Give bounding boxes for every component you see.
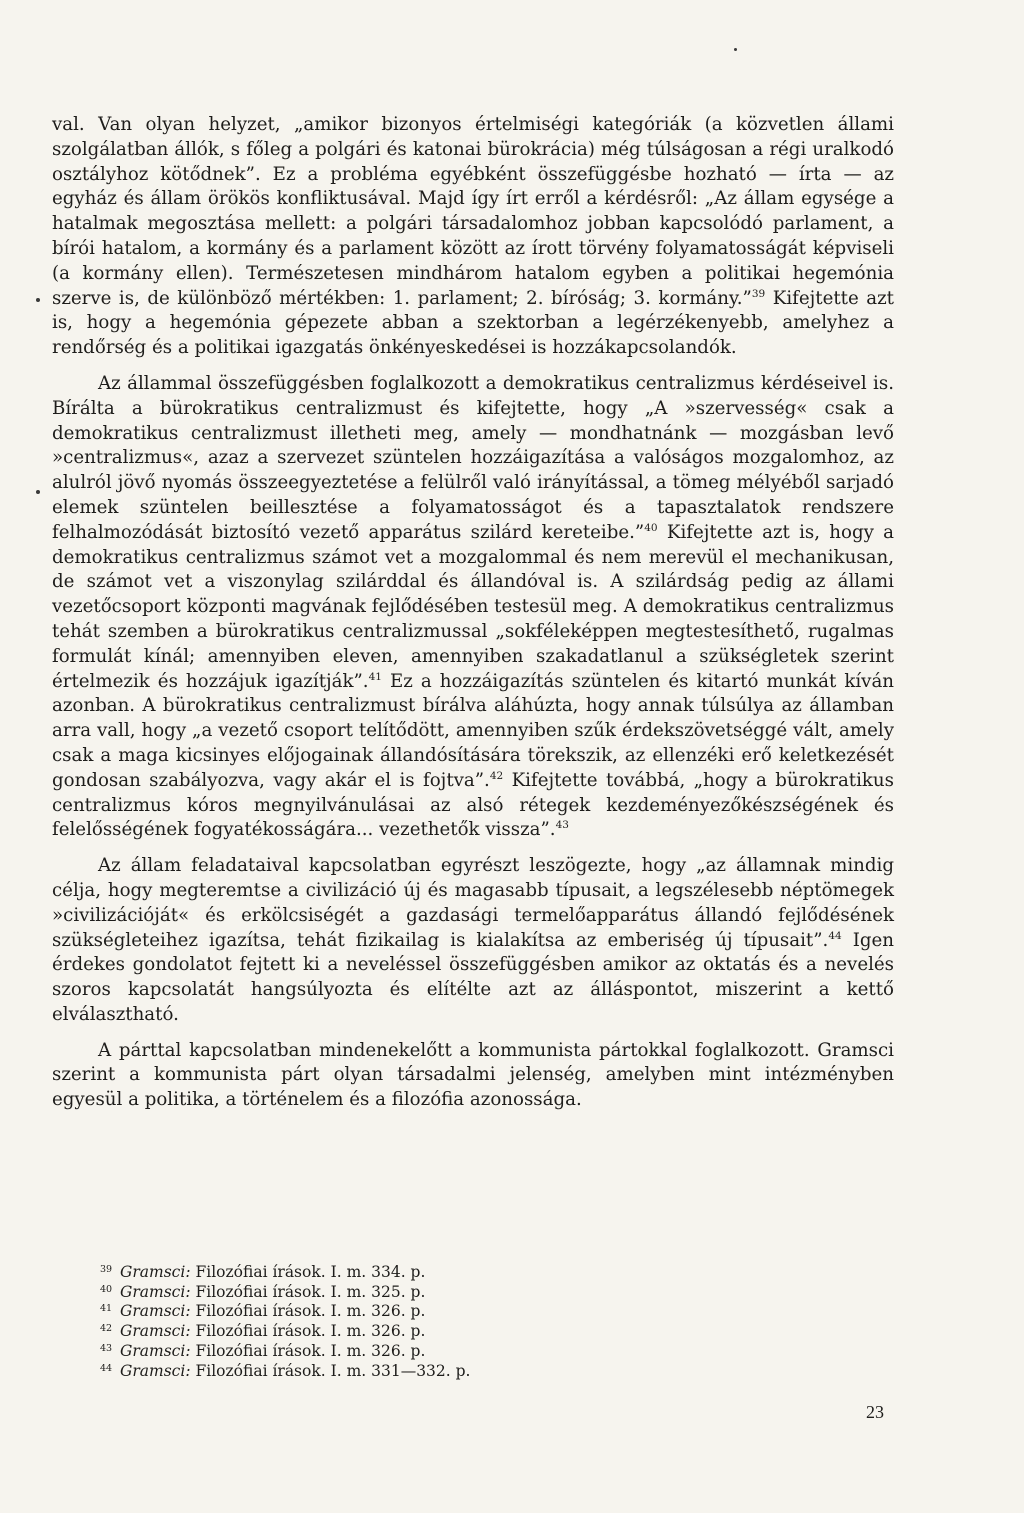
paragraph-text: Az állammal összefüggésben foglalkozott a demokratikus centralizmus kérdéseivel is. Bírálta a bürokratikus centralizmust és kifejtette, hogy „A »szervesség« csak a demokratikus centralizmust illetheti meg, amely — mondhatnánk — mozgásban levő »centralizmus«, azaz a szervezet szüntelen hozzáigazítása a valóságos mozgalomhoz, az alulról jövő nyomás összeegyeztetése a felülről való irányítással, a tömeg mélyéből sarjadó elemek szüntelen beillesztése a folyamatosságot és a tapasztalatok rendszere felhalmozódását biztosító vezető apparátus szilárd kereteibe.” — [52, 372, 894, 543]
paragraph-text: Igen érdekes gondolatot fejtett ki a neveléssel összefüggésben amikor az oktatás és a nevelés szoros kapcsolatát hangsúlyozta és elítélte azt az álláspontot, miszerint a kettő elválasztható. — [52, 929, 894, 1025]
footnote-reference: Filozófiai írások. I. m. 325. p. — [195, 1282, 426, 1301]
footnote-ref: 44 — [828, 929, 842, 942]
paragraph-text: Ez a hozzáigazítás szüntelen és kitartó munkát kíván azonban. A bürokratikus centralizmust bírálva aláhúzta, hogy annak túlsúlya az államban arra vall, hogy „a vezető csoport telítődött, amennyiben szűk érdekszövetséggé vált, amely csak a maga kicsinyes előjogainak állandósítására törekszik, az ellenzéki erő keletkezését gondosan szabályozva, vagy akár el is fojtva”. — [52, 670, 894, 791]
footnote-reference: Filozófiai írások. I. m. 326. p. — [195, 1322, 426, 1341]
paragraph-text: Kifejtette azt is, hogy a demokratikus centralizmus számot vet a mozgalommal és nem merevül el mechanikusan, de számot vet a viszonylag szilárddal és állandóval is. A szilárdság pedig az állami vezetőcsoport központi magvának fejlődésében testesül meg. A demokratikus centralizmus tehát szemben a bürokratikus centralizmussal „sokféleképpen megtestesíthető, rugalmas formulát kínál; amennyiben eleven, amennyiben szakadatlanul a szükségletek szerint értelmezik és hozzájuk igazítják”. — [52, 521, 894, 692]
footnote-author: Gramsci: — [120, 1361, 191, 1380]
footnote: 39 Gramsci: Filozófiai írások. I. m. 334. p. — [100, 1263, 426, 1281]
footnote: 41 Gramsci: Filozófiai írások. I. m. 326. p. — [100, 1302, 426, 1321]
paragraph-text: val. Van olyan helyzet, „amikor bizonyos értelmiségi kategóriák (a közvetlen állami szolgálatban állók, s főleg a polgári és katonai bürokrácia) még túlságosan a régi uralkodó osztályhoz kötődnek”. Ez a probléma egyébként összefüggésbe hozható — írta — az egyház és állam örökös konfliktusával. Majd így írt erről a kérdésről: „Az állam egysége a hatalmak megosztása mellett: a polgári társadalomhoz jobban kapcsolódó parlament, a bírói hatalom, a kormány és a parlament között az írott törvény folyamatosságát képviseli (a kormány ellen). Természetesen mindhárom hatalom egyben a politikai hegemónia szerve is, de különböző mértékben: 1. parlament; 2. bíróság; 3. kormány.” — [52, 114, 894, 309]
footnote: 42 Gramsci: Filozófiai írások. I. m. 326. p. — [100, 1322, 426, 1341]
footnote-ref: 42 — [489, 769, 504, 782]
paragraph-3 — [52, 854, 894, 1028]
scan-speck — [734, 48, 737, 51]
page-body — [52, 113, 894, 1113]
footnote-reference: Filozófiai írások. I. m. 326. p. — [195, 1341, 426, 1360]
paragraph-text: Az állam feladataival kapcsolatban egyrészt leszögezte, hogy „az államnak mindig célja, hogy megteremtse a civilizáció új és magasabb típusait, a legszélesebb néptömegek »civilizációját« és erkölcsiségét a gazdasági termelőapparátus állandó fejlődésének szükségleteihez igazítsa, tehát fizikailag is kialakítsa az emberiség új típusait”. — [52, 855, 894, 951]
footnote-ref: 40 — [644, 521, 658, 534]
footnote: 40 Gramsci: Filozófiai írások. I. m. 325. p. — [100, 1282, 426, 1301]
page-number: 23 — [866, 1402, 884, 1422]
footnote-author: Gramsci: — [120, 1282, 191, 1301]
footnote-reference: Filozófiai írások. I. m. 331—332. p. — [195, 1361, 471, 1380]
footnote: 44 Gramsci: Filozófiai írások. I. m. 331—332. p. — [100, 1361, 471, 1380]
footnote-reference: Filozófiai írások. I. m. 326. p. — [195, 1302, 426, 1321]
footnote-ref: 39 — [751, 287, 766, 300]
paragraph-2 — [52, 372, 894, 843]
footnote-ref: 41 — [368, 670, 382, 683]
footnote-ref: 43 — [555, 819, 569, 832]
paragraph-text: Kifejtette továbbá, „hogy a bürokratikus centralizmus kóros megnyilvánulásai az alsó rétegek kezdeményezőkészségének és felelősségének fogyatékosságára... vezethetők vissza”. — [52, 769, 894, 841]
footnote-reference: Filozófiai írások. I. m. 334. p. — [195, 1263, 426, 1281]
paragraph-4: A párttal kapcsolatban mindenekelőtt a kommunista pártokkal foglalkozott. Gramsci szerint a kommunista párt olyan társadalmi jelenség, amelyben mint intézményben egyesül a politika, a történelem és a filozófia azonossága. — [52, 1039, 894, 1111]
footnote-author: Gramsci: — [120, 1302, 191, 1321]
paragraph-1 — [52, 113, 894, 361]
scan-speck — [36, 298, 40, 302]
footnote-author: Gramsci: — [120, 1322, 191, 1341]
footnote: 43 Gramsci: Filozófiai írások. I. m. 326. p. — [100, 1341, 426, 1360]
footnotes — [100, 1263, 700, 1381]
footnote-author: Gramsci: — [120, 1263, 191, 1281]
paragraph-text: Kifejtette azt is, hogy a hegemónia gépezete abban a szektorban a legérzékenyebb, amelyhez a rendőrség és a politikai igazgatás önkényeskedései is hozzákapcsolandók. — [52, 287, 894, 359]
scan-speck — [36, 490, 40, 494]
footnote-author: Gramsci: — [120, 1341, 191, 1360]
